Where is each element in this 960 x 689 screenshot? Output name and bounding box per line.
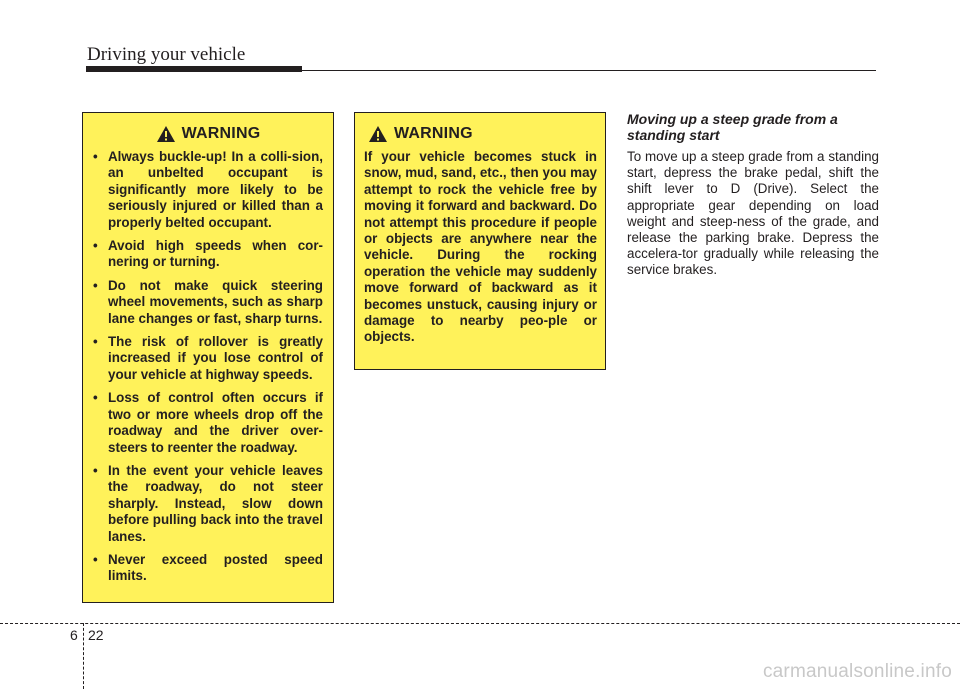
warning-item: • Loss of control often occurs if two or more wheels drop off the roadway and the driver over-steers to reenter the roadway. (93, 390, 323, 455)
header-rule (300, 70, 876, 71)
footer-rule (0, 623, 960, 624)
header-bar (86, 66, 302, 72)
watermark: carmanualsonline.info (762, 661, 952, 682)
warning-box-right (354, 112, 606, 370)
warning-title: WARNING (181, 125, 261, 142)
warning-item: • Do not make quick steering wheel movements, such as sharp lane changes or fast, sharp turns. (93, 277, 323, 326)
warning-title: WARNING (394, 125, 473, 142)
warning-header (93, 125, 323, 143)
warning-box-left (82, 112, 334, 603)
section-title: Moving up a steep grade from a standing start (627, 111, 838, 143)
warning-triangle-icon (368, 125, 388, 143)
warning-triangle-icon (156, 125, 176, 143)
warning-header (364, 125, 597, 143)
warning-item: • Always buckle-up! In a colli-sion, an unbelted occupant is significantly more likely to be seriously injured or killed than a properly belted occupant. (93, 149, 323, 230)
footer-divider (83, 623, 84, 689)
chapter-number: 6 (70, 627, 78, 643)
section-body: To move up a steep grade from a standing start, depress the brake pedal, shift the shift lever to D (Drive). Select the appropriate gear depending on load weight and steep-ness of the grade, and release the parking brake. Depress the accelera-tor gradually while releasing the service brakes. (627, 149, 879, 278)
warning-item: • The risk of rollover is greatly increased if you lose control of your vehicle at highway speeds. (93, 334, 323, 382)
warning-item: • In the event your vehicle leaves the roadway, do not steer sharply. Instead, slow down before pulling back into the travel lanes. (93, 462, 323, 544)
page-header-title: Driving your vehicle (87, 44, 246, 65)
warning-text: If your vehicle becomes stuck in snow, mud, sand, etc., then you may attempt to rock the vehicle free by moving it forward and backward. Do not attempt this procedure if people or objects are anywhere near the vehicle. During the rocking operation the vehicle may suddenly move forward of backward as it becomes unstuck, causing injury or damage to nearby peo-ple or objects. (364, 149, 597, 345)
warning-item: • Never exceed posted speed limits. (93, 551, 323, 584)
warning-item: • Avoid high speeds when cor-nering or turning. (93, 238, 323, 270)
page-number: 22 (88, 627, 104, 643)
warning-list (93, 149, 323, 585)
